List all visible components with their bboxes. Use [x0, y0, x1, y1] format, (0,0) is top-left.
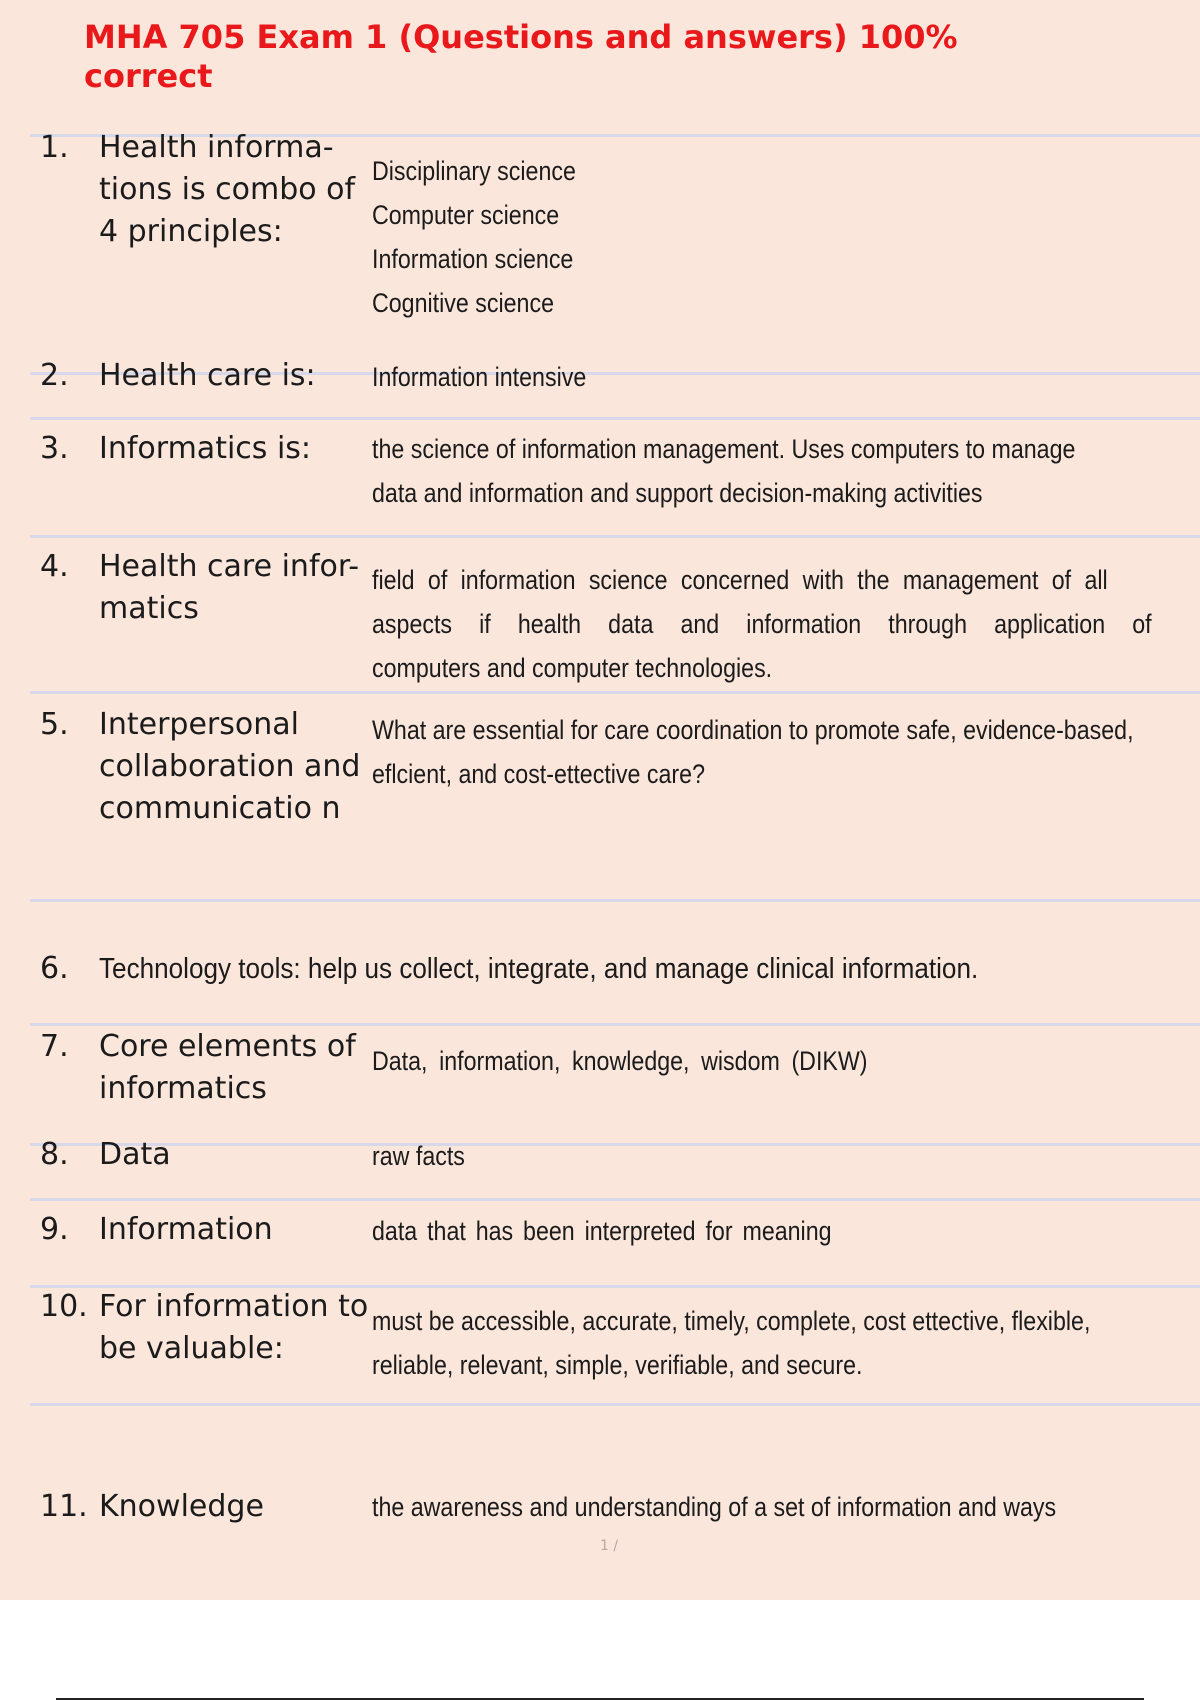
answer-line: data that has been interpreted for meaning	[372, 1216, 832, 1246]
answer-line: What are essential for care coordination to promote safe, evidence-based,	[372, 715, 1134, 745]
item-term: Health informa- tions is combo of 4 principles:	[99, 130, 356, 249]
item-term: Interpersonal collaboration and communicatio n	[99, 707, 361, 826]
answer-line: the science of information management. Uses computers to manage	[372, 434, 1076, 464]
item-full-text: Technology tools: help us collect, integrate, and manage clinical information.	[99, 953, 979, 985]
qa-item	[30, 358, 1200, 421]
answer-line: Cognitive science	[372, 288, 554, 318]
answer-line: raw facts	[372, 1141, 465, 1171]
answer-line: Computer science	[372, 200, 560, 230]
answer-line: Information intensive	[372, 362, 587, 392]
item-term: Knowledge	[99, 1489, 264, 1524]
item-answer	[372, 1134, 1182, 1178]
item-term: For information to be valuable:	[99, 1289, 369, 1366]
item-answer	[372, 355, 1182, 399]
item-term: Data	[99, 1137, 171, 1172]
item-term: Health care infor- matics	[99, 549, 360, 626]
item-number: 7.	[40, 1029, 69, 1064]
answer-line: aspects if health data and information through application of	[372, 609, 1152, 639]
answer-line: Data, information, knowledge, wisdom (DIKW)	[372, 1046, 868, 1076]
item-answer	[372, 149, 1182, 325]
item-answer	[372, 1485, 1182, 1529]
item-answer	[372, 427, 1182, 515]
qa-item	[30, 1198, 1200, 1289]
item-term: Core elements of informatics	[99, 1029, 356, 1106]
item-number: 11.	[40, 1489, 88, 1524]
qa-item	[30, 1023, 1200, 1148]
answer-line: field of information science concerned with the management of all	[372, 565, 1108, 595]
qa-item	[30, 1403, 1200, 1526]
item-number: 5.	[40, 707, 69, 742]
item-number: 3.	[40, 431, 69, 466]
item-term: Information	[99, 1212, 273, 1247]
item-number: 9.	[40, 1212, 69, 1247]
qa-item	[30, 535, 1200, 696]
qa-item	[30, 691, 1200, 904]
item-number: 10.	[40, 1289, 88, 1324]
answer-line: must be accessible, accurate, timely, complete, cost ettective, flexible,	[372, 1306, 1091, 1336]
qa-item	[30, 899, 1200, 1028]
item-term: Informatics is:	[99, 431, 312, 466]
item-answer	[372, 1299, 1182, 1387]
item-number: 8.	[40, 1137, 69, 1172]
answer-line: reliable, relevant, simple, verifiable, and secure.	[372, 1350, 863, 1380]
item-number: 4.	[40, 549, 69, 584]
qa-item	[30, 1137, 1200, 1202]
answer-line: eflcient, and cost-ettective care?	[372, 759, 705, 789]
answer-line: the awareness and understanding of a set of information and ways	[372, 1492, 1057, 1522]
answer-line: Information science	[372, 244, 574, 274]
item-answer	[372, 1209, 1182, 1253]
item-term: Health care is:	[99, 358, 316, 393]
qa-item	[30, 1285, 1200, 1408]
qa-item	[30, 130, 1200, 377]
item-answer	[372, 1039, 1182, 1083]
answer-line: computers and computer technologies.	[372, 653, 773, 683]
qa-item	[30, 417, 1200, 540]
item-answer	[372, 708, 1182, 796]
item-answer	[372, 558, 1182, 690]
document-title: MHA 705 Exam 1 (Questions and answers) 100% correct	[84, 18, 958, 95]
answer-line: Disciplinary science	[372, 156, 576, 186]
item-number: 2.	[40, 358, 69, 393]
item-number: 1.	[40, 130, 69, 165]
page-number: 1 /	[600, 1538, 619, 1554]
item-number: 6.	[40, 951, 69, 986]
answer-line: data and information and support decision-making activities	[372, 478, 983, 508]
